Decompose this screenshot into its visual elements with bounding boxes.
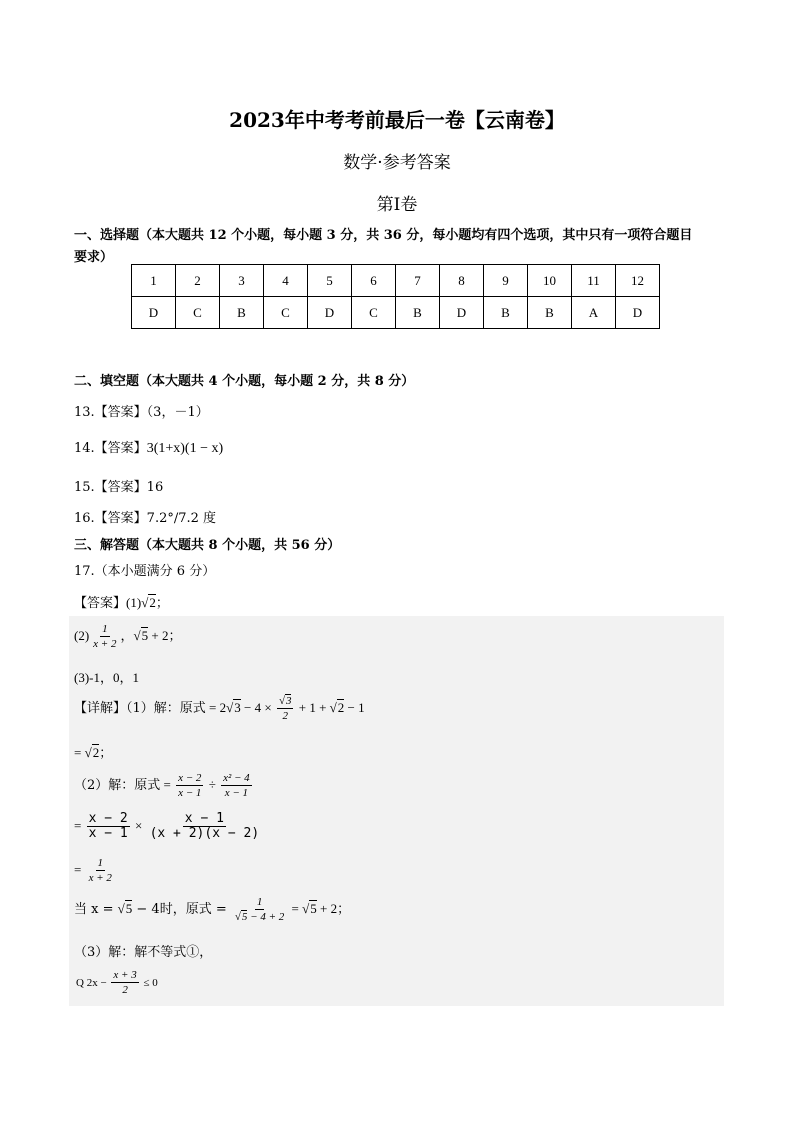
answer-14-expression: 3(1+x)(1 − x) — [146, 441, 224, 456]
question-number-cell: 12 — [616, 265, 660, 297]
fraction-numerator: x² − 4 — [223, 772, 250, 784]
fraction-numerator: 1 — [102, 623, 108, 635]
answer-14-label: 14.【答案】 — [74, 441, 147, 456]
answer-table-number-row — [132, 265, 660, 297]
part2-fraction — [91, 622, 118, 651]
fraction-numerator: x − 1 — [184, 811, 224, 826]
question-number-cell: 6 — [352, 265, 396, 297]
document-subtitle: 数学·参考答案 — [343, 153, 451, 173]
answer-cell: D — [132, 297, 176, 329]
when-mid: − 4时，原式 = — [132, 902, 231, 917]
step-fraction-2 — [148, 812, 262, 841]
answer-table-answer-row — [132, 297, 660, 329]
detail-part2-result — [74, 856, 116, 885]
answer-15: 15.【答案】16 — [74, 480, 164, 495]
step-operator: × — [131, 818, 146, 833]
detail1-fraction — [277, 694, 294, 723]
volume-heading: 第Ⅰ卷 — [376, 195, 418, 215]
fraction-numerator: 1 — [97, 857, 103, 869]
detail2-eq: = — [160, 777, 175, 792]
expr-d: − 1 — [344, 700, 365, 715]
sqrt-sign: √ — [329, 700, 337, 715]
detail2-fraction-2 — [221, 771, 252, 800]
document-title: 2023年中考考前最后一卷【云南卷】 — [229, 108, 565, 132]
inequality-suffix: ≤ 0 — [140, 977, 158, 989]
sqrt-c: 2 — [337, 700, 345, 715]
answer-cell: B — [484, 297, 528, 329]
question-number-cell: 9 — [484, 265, 528, 297]
fraction-numerator: x − 2 — [88, 811, 128, 826]
answer-17-part1 — [74, 592, 169, 611]
detail-part1 — [74, 694, 365, 723]
question-number-cell: 5 — [308, 265, 352, 297]
when-fraction — [233, 895, 286, 924]
result-eq: = — [74, 745, 85, 760]
question-number-cell: 7 — [396, 265, 440, 297]
question-number-cell: 8 — [440, 265, 484, 297]
answer-16: 16.【答案】7.2°/7.2 度 — [74, 511, 217, 526]
inequality-prefix: Q 2x − — [76, 977, 110, 989]
question-number-cell: 4 — [264, 265, 308, 297]
result-fraction — [87, 856, 114, 885]
fraction-denominator: √5 − 4 + 2 — [234, 911, 285, 923]
answer-17-part3: (3)-1，0，1 — [74, 670, 139, 685]
when-result-sqrt: 5 — [310, 901, 317, 916]
part1-suffix: ； — [155, 596, 169, 611]
answer-14 — [74, 437, 223, 457]
sqrt-sign: √ — [84, 745, 92, 760]
expr-b: − 4 × — [240, 700, 275, 715]
detail-part1-result — [74, 742, 112, 761]
when-sqrt: 5 — [125, 901, 133, 916]
detail-part2-step — [74, 812, 263, 841]
denominator-sqrt: 5 — [241, 911, 248, 923]
answer-cell: D — [308, 297, 352, 329]
result-suffix: ； — [99, 746, 113, 761]
answer-label: 【答案】 — [74, 596, 127, 611]
expr-c: + 1 + — [295, 700, 330, 715]
sqrt-sign: √ — [141, 595, 149, 610]
section3-heading: 三、解答题（本大题共 8 个小题，共 56 分） — [74, 538, 341, 553]
fraction-denominator: x − 1 — [224, 787, 249, 799]
fraction-numerator: x + 3 — [113, 969, 137, 981]
section2-heading: 二、填空题（本大题共 4 个小题，每小题 2 分，共 8 分） — [74, 374, 415, 389]
sqrt-sign: √ — [117, 901, 125, 916]
answer-17-part2 — [74, 622, 181, 651]
detail2-operator: ÷ — [205, 777, 220, 792]
answer-table — [131, 264, 660, 329]
part2-sqrt-value: 5 — [141, 628, 149, 643]
answer-cell: D — [440, 297, 484, 329]
question-number-cell: 11 — [572, 265, 616, 297]
step-fraction-1 — [87, 812, 130, 841]
fraction-denominator: x − 1 — [178, 787, 202, 799]
part2-tail: + 2； — [148, 628, 182, 643]
detail2-fraction-1 — [176, 771, 203, 800]
fraction-denominator: x + 2 — [93, 638, 117, 650]
fraction-denominator: 2 — [122, 984, 128, 996]
fraction-numerator: √3 — [278, 695, 292, 707]
part2-separator: ， — [120, 629, 134, 644]
fraction-numerator: 1 — [256, 896, 263, 908]
answer-cell: C — [352, 297, 396, 329]
sqrt-a: 3 — [234, 700, 241, 715]
answer-cell: D — [616, 297, 660, 329]
answer-cell: C — [176, 297, 220, 329]
detail-part3-inequality — [76, 968, 158, 997]
section1-heading-line1: 一、选择题（本大题共 12 个小题，每小题 3 分，共 36 分，每小题均有四个选项，其中只有一项符合题目 — [74, 228, 693, 243]
fraction-denominator: 2 — [282, 710, 288, 722]
answer-13: 13.【答案】（3，－1） — [74, 405, 209, 420]
part2-prefix: (2) — [74, 628, 90, 643]
question-number-cell: 1 — [132, 265, 176, 297]
answer-cell: B — [528, 297, 572, 329]
detail-part2-substitution — [74, 895, 350, 924]
answer-cell: C — [264, 297, 308, 329]
answer-cell: B — [396, 297, 440, 329]
sqrt-sign: √ — [133, 628, 141, 643]
detail-label: 【详解】（1）解：原式 — [74, 701, 206, 716]
result-eq: = — [74, 862, 85, 877]
sqrt-sign: √ — [226, 700, 234, 715]
fraction-denominator: (x + 2)(x − 2) — [149, 826, 260, 841]
denominator-rest: − 4 + 2 — [247, 911, 285, 923]
answer-cell: B — [220, 297, 264, 329]
detail2-label: （2）解：原式 — [74, 778, 161, 793]
question-number-cell: 10 — [528, 265, 572, 297]
question-number-cell: 3 — [220, 265, 264, 297]
answer-cell: A — [572, 297, 616, 329]
step-eq: = — [74, 818, 85, 833]
when-prefix: 当 x = — [74, 902, 118, 917]
detail-part3: （3）解：解不等式①， — [74, 945, 213, 960]
part1-prefix: (1) — [126, 595, 142, 610]
fraction-numerator: x − 2 — [178, 772, 202, 784]
part1-value: 2 — [149, 595, 156, 610]
result-sqrt: 2 — [92, 745, 100, 760]
detail-part2 — [74, 771, 254, 800]
section1-heading-line2: 要求） — [74, 250, 114, 265]
fraction-numerator-radicand: 3 — [285, 695, 292, 707]
fraction-denominator: x − 1 — [88, 826, 128, 841]
question-17-title: 17.（本小题满分 6 分） — [74, 564, 216, 579]
sqrt-sign: √ — [302, 901, 310, 916]
when-result-post: + 2； — [316, 901, 351, 916]
question-number-cell: 2 — [176, 265, 220, 297]
fraction-denominator: x + 2 — [88, 872, 112, 884]
expr-a: = 2 — [205, 700, 227, 715]
when-eq: = — [288, 901, 303, 916]
inequality-fraction — [111, 968, 138, 997]
